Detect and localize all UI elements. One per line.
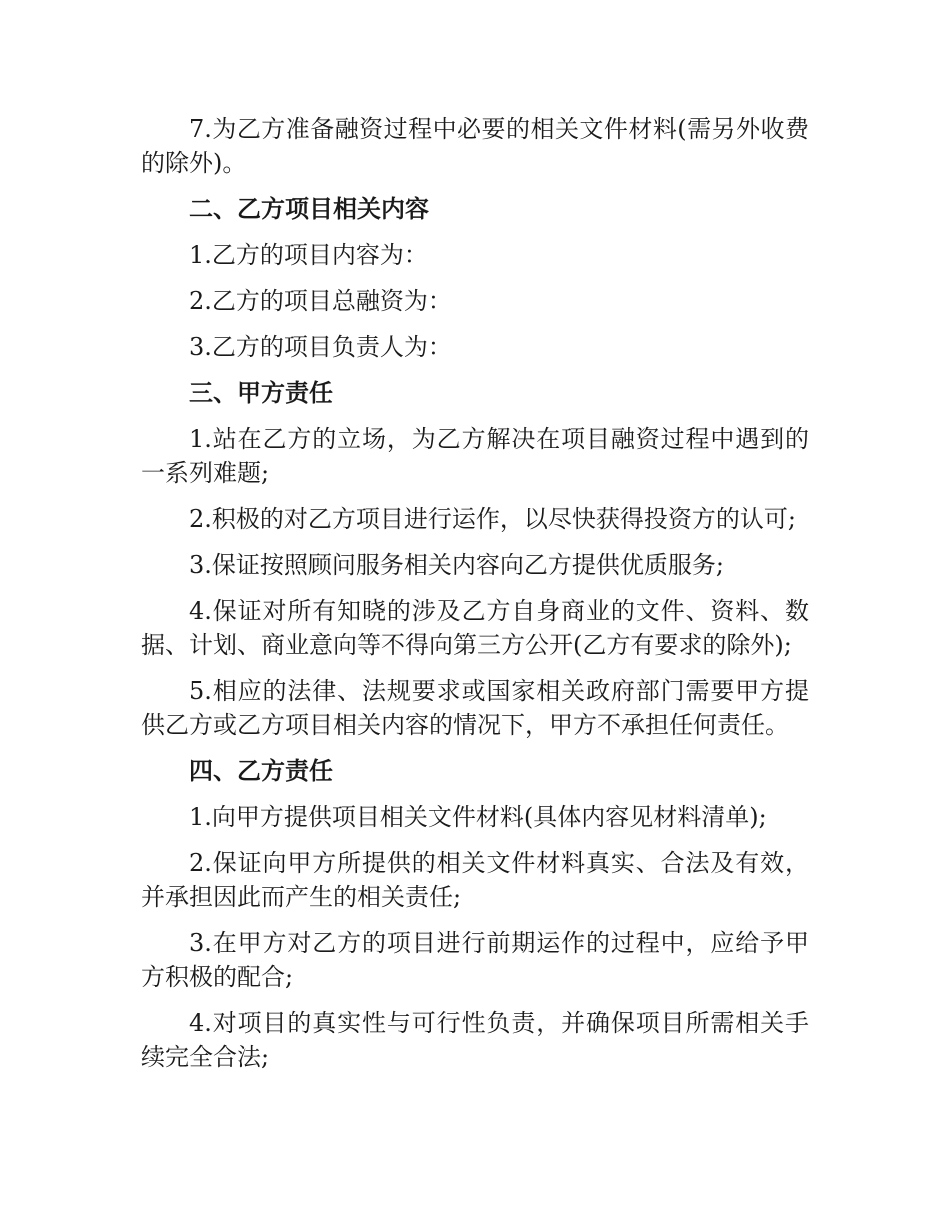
section-heading-4: 四、乙方责任 [189, 756, 333, 785]
paragraph-project-leader: 3.乙方的项目负责人为： [189, 333, 452, 361]
paragraph-party-a-duty-2: 2.积极的对乙方项目进行运作，以尽快获得投资方的认可; [189, 505, 796, 533]
paragraph-service-item-7: 7.为乙方准备融资过程中必要的相关文件材料(需另外收费的除外)。 [141, 115, 809, 177]
paragraph-party-a-duty-1: 1.站在乙方的立场，为乙方解决在项目融资过程中遇到的一系列难题; [141, 425, 809, 487]
paragraph-party-b-duty-4: 4.对项目的真实性与可行性负责，并确保项目所需相关手续完全合法; [141, 1009, 809, 1071]
paragraph-party-a-duty-3: 3.保证按照顾问服务相关内容向乙方提供优质服务; [189, 551, 724, 579]
paragraph-party-b-duty-3: 3.在甲方对乙方的项目进行前期运作的过程中，应给予甲方积极的配合; [141, 929, 809, 991]
paragraph-party-b-duty-2: 2.保证向甲方所提供的相关文件材料真实、合法及有效，并承担因此而产生的相关责任; [141, 849, 809, 911]
paragraph-project-content: 1.乙方的项目内容为： [189, 241, 428, 269]
paragraph-project-financing: 2.乙方的项目总融资为： [189, 287, 452, 315]
paragraph-party-a-duty-5: 5.相应的法律、法规要求或国家相关政府部门需要甲方提供乙方或乙方项目相关内容的情况下，甲方不承担任何责任。 [141, 677, 809, 739]
paragraph-party-a-duty-4: 4.保证对所有知晓的涉及乙方自身商业的文件、资料、数据、计划、商业意向等不得向第三方公开(乙方有要求的除外); [141, 597, 809, 659]
paragraph-party-b-duty-1: 1.向甲方提供项目相关文件材料(具体内容见材料清单); [189, 803, 767, 831]
section-heading-3: 三、甲方责任 [189, 378, 333, 407]
document-page [141, 112, 809, 1086]
section-heading-2: 二、乙方项目相关内容 [189, 194, 429, 223]
